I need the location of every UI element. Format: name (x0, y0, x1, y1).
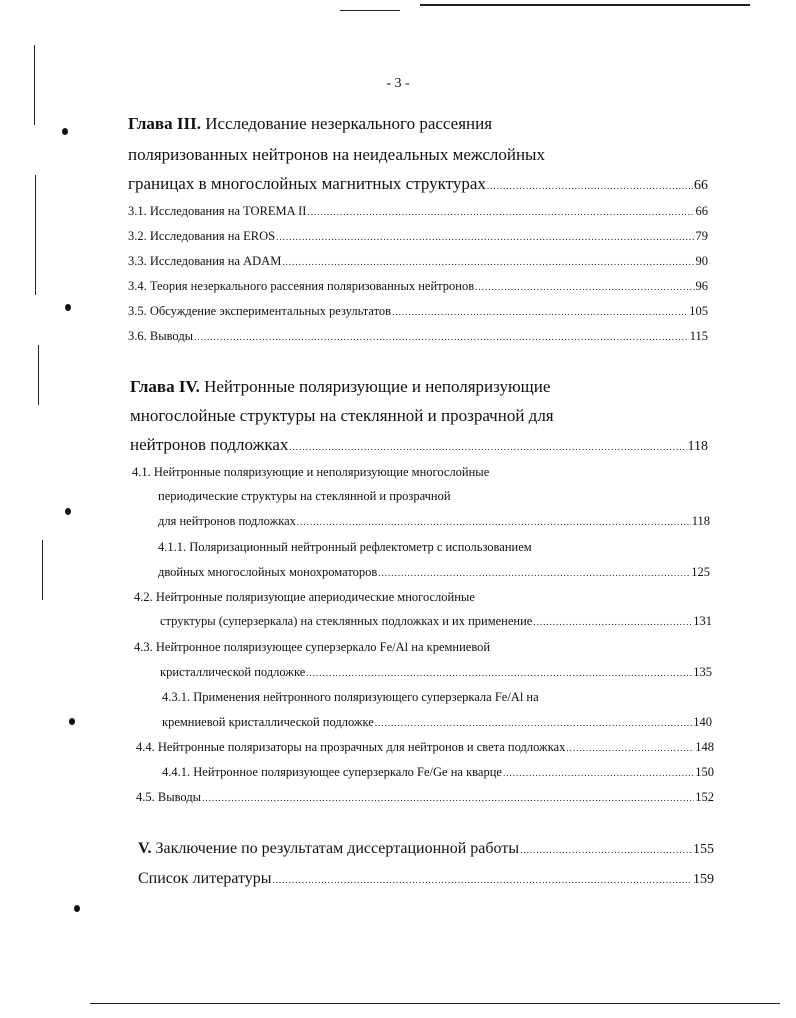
dot-leader (503, 768, 694, 778)
chapter-3-heading (128, 114, 492, 134)
scan-line-top (420, 4, 750, 6)
page-ref: 148 (695, 740, 714, 754)
toc-entry (162, 765, 714, 780)
chapter-4-title-line3: нейтронов подложках (130, 435, 289, 454)
section-title: 3.6. Выводы (128, 329, 194, 343)
section-title: 3.2. Исследования на EROS (128, 229, 276, 243)
punch-dot (74, 905, 80, 912)
dot-leader (276, 232, 694, 242)
toc-entry (138, 870, 714, 888)
conclusion-text: Заключение по результатам диссертационной работы (155, 840, 520, 857)
section-title: 3.4. Теория незеркального рассеяния поляризованных нейтронов (128, 279, 475, 293)
dot-leader (392, 307, 688, 317)
page-ref: 96 (695, 279, 708, 293)
toc-entry (136, 790, 714, 805)
page-ref: 125 (691, 565, 710, 579)
subsection-title: 4.4.1. Нейтронное поляризующее суперзеркало Fe/Ge на кварце (162, 765, 502, 779)
dot-leader (533, 617, 692, 627)
punch-dot (62, 128, 68, 135)
toc-entry (136, 740, 714, 755)
section-title-cont: кристаллической подложке (160, 665, 306, 679)
dot-leader (378, 568, 690, 578)
section-title: 4.5. Выводы (136, 790, 202, 804)
page-number: - 3 - (386, 76, 410, 91)
section-title: 4.1. Нейтронные поляризующие и неполяризующие многослойные (132, 465, 490, 479)
section-title-cont: периодические структуры на стеклянной и прозрачной (158, 489, 451, 503)
toc-entry (128, 279, 708, 294)
toc-entry (128, 174, 708, 194)
chapter-4-title-line2: многослойные структуры на стеклянной и прозрачной для (130, 406, 554, 425)
section-title: 3.1. Исследования на TOREMA II (128, 204, 307, 218)
section-title-cont: для нейтронов подложках (158, 514, 296, 528)
page-ref: 105 (689, 304, 708, 318)
conclusion-title (138, 840, 519, 858)
page-ref: 79 (695, 229, 708, 243)
dot-leader (306, 668, 692, 678)
section-title: 3.3. Исследования на ADAM (128, 254, 282, 268)
dot-leader (475, 282, 694, 292)
toc-entry (138, 840, 714, 858)
punch-dot (65, 508, 71, 515)
page-ref: 66 (694, 178, 708, 193)
page-ref: 135 (693, 665, 712, 679)
page-ref: 66 (695, 204, 708, 218)
toc-entry (158, 514, 710, 529)
scan-line-left (35, 175, 36, 295)
page-ref: 150 (695, 765, 714, 779)
punch-dot (65, 304, 71, 311)
subsection-title-cont: двойных многослойных монохроматоров (158, 565, 378, 579)
dot-leader (273, 875, 692, 885)
toc-entry (128, 304, 708, 319)
subsection-title: 4.1.1. Поляризационный нейтронный рефлектометр с использованием (158, 540, 532, 554)
dot-leader (375, 718, 692, 728)
references-title: Список литературы (138, 870, 272, 887)
dot-leader (297, 517, 691, 527)
chapter-3-title-line2: поляризованных нейтронов на неидеальных межслойных (128, 145, 545, 164)
chapter-4-heading (130, 377, 550, 397)
toc-entry (128, 204, 708, 219)
page-ref: 155 (693, 842, 714, 857)
dot-leader (520, 845, 692, 855)
section-title: 3.5. Обсуждение экспериментальных результатов (128, 304, 392, 318)
dot-leader (282, 257, 694, 267)
toc-entry (160, 614, 712, 629)
scan-line-bottom (90, 1003, 780, 1004)
page-ref: 115 (689, 329, 708, 343)
dot-leader (487, 181, 693, 191)
dot-leader (566, 743, 694, 753)
toc-entry (130, 435, 708, 455)
section-title-cont: структуры (суперзеркала) на стеклянных подложках и их применение (160, 614, 533, 628)
chapter-3-label: Глава III. (128, 114, 201, 133)
section-title: 4.2. Нейтронные поляризующие апериодические многослойные (134, 590, 475, 604)
page-ref: 152 (695, 790, 714, 804)
dot-leader (307, 207, 694, 217)
page-ref: 131 (693, 614, 712, 628)
page-ref: 140 (693, 715, 712, 729)
scan-line-left (42, 540, 43, 600)
toc-entry (160, 665, 712, 680)
toc-entry (158, 565, 710, 580)
dot-leader (202, 793, 694, 803)
scan-line-top (340, 10, 400, 11)
toc-entry (162, 715, 712, 730)
page-ref: 159 (693, 872, 714, 887)
subsection-title-cont: кремниевой кристаллической подложке (162, 715, 374, 729)
chapter-4-label: Глава IV. (130, 377, 200, 396)
scan-line-left (38, 345, 39, 405)
page-ref: 90 (695, 254, 708, 268)
section-title: 4.3. Нейтронное поляризующее суперзеркало Fe/Al на кремниевой (134, 640, 491, 654)
chapter-4-title-line1: Нейтронные поляризующие и неполяризующие (204, 377, 551, 396)
toc-entry (128, 229, 708, 244)
page-ref: 118 (687, 439, 708, 454)
conclusion-label: V. (138, 840, 152, 857)
page-ref: 118 (691, 514, 710, 528)
chapter-3-title-line1: Исследование незеркального рассеяния (205, 114, 493, 133)
dot-leader (194, 332, 689, 342)
subsection-title: 4.3.1. Применения нейтронного поляризующего суперзеркала Fe/Al на (162, 690, 539, 704)
chapter-3-title-line3: границах в многослойных магнитных структурах (128, 174, 486, 193)
toc-entry (128, 329, 708, 344)
dot-leader (289, 442, 686, 452)
toc-entry (128, 254, 708, 269)
punch-dot (69, 718, 75, 725)
section-title: 4.4. Нейтронные поляризаторы на прозрачных для нейтронов и света подложках (136, 740, 566, 754)
